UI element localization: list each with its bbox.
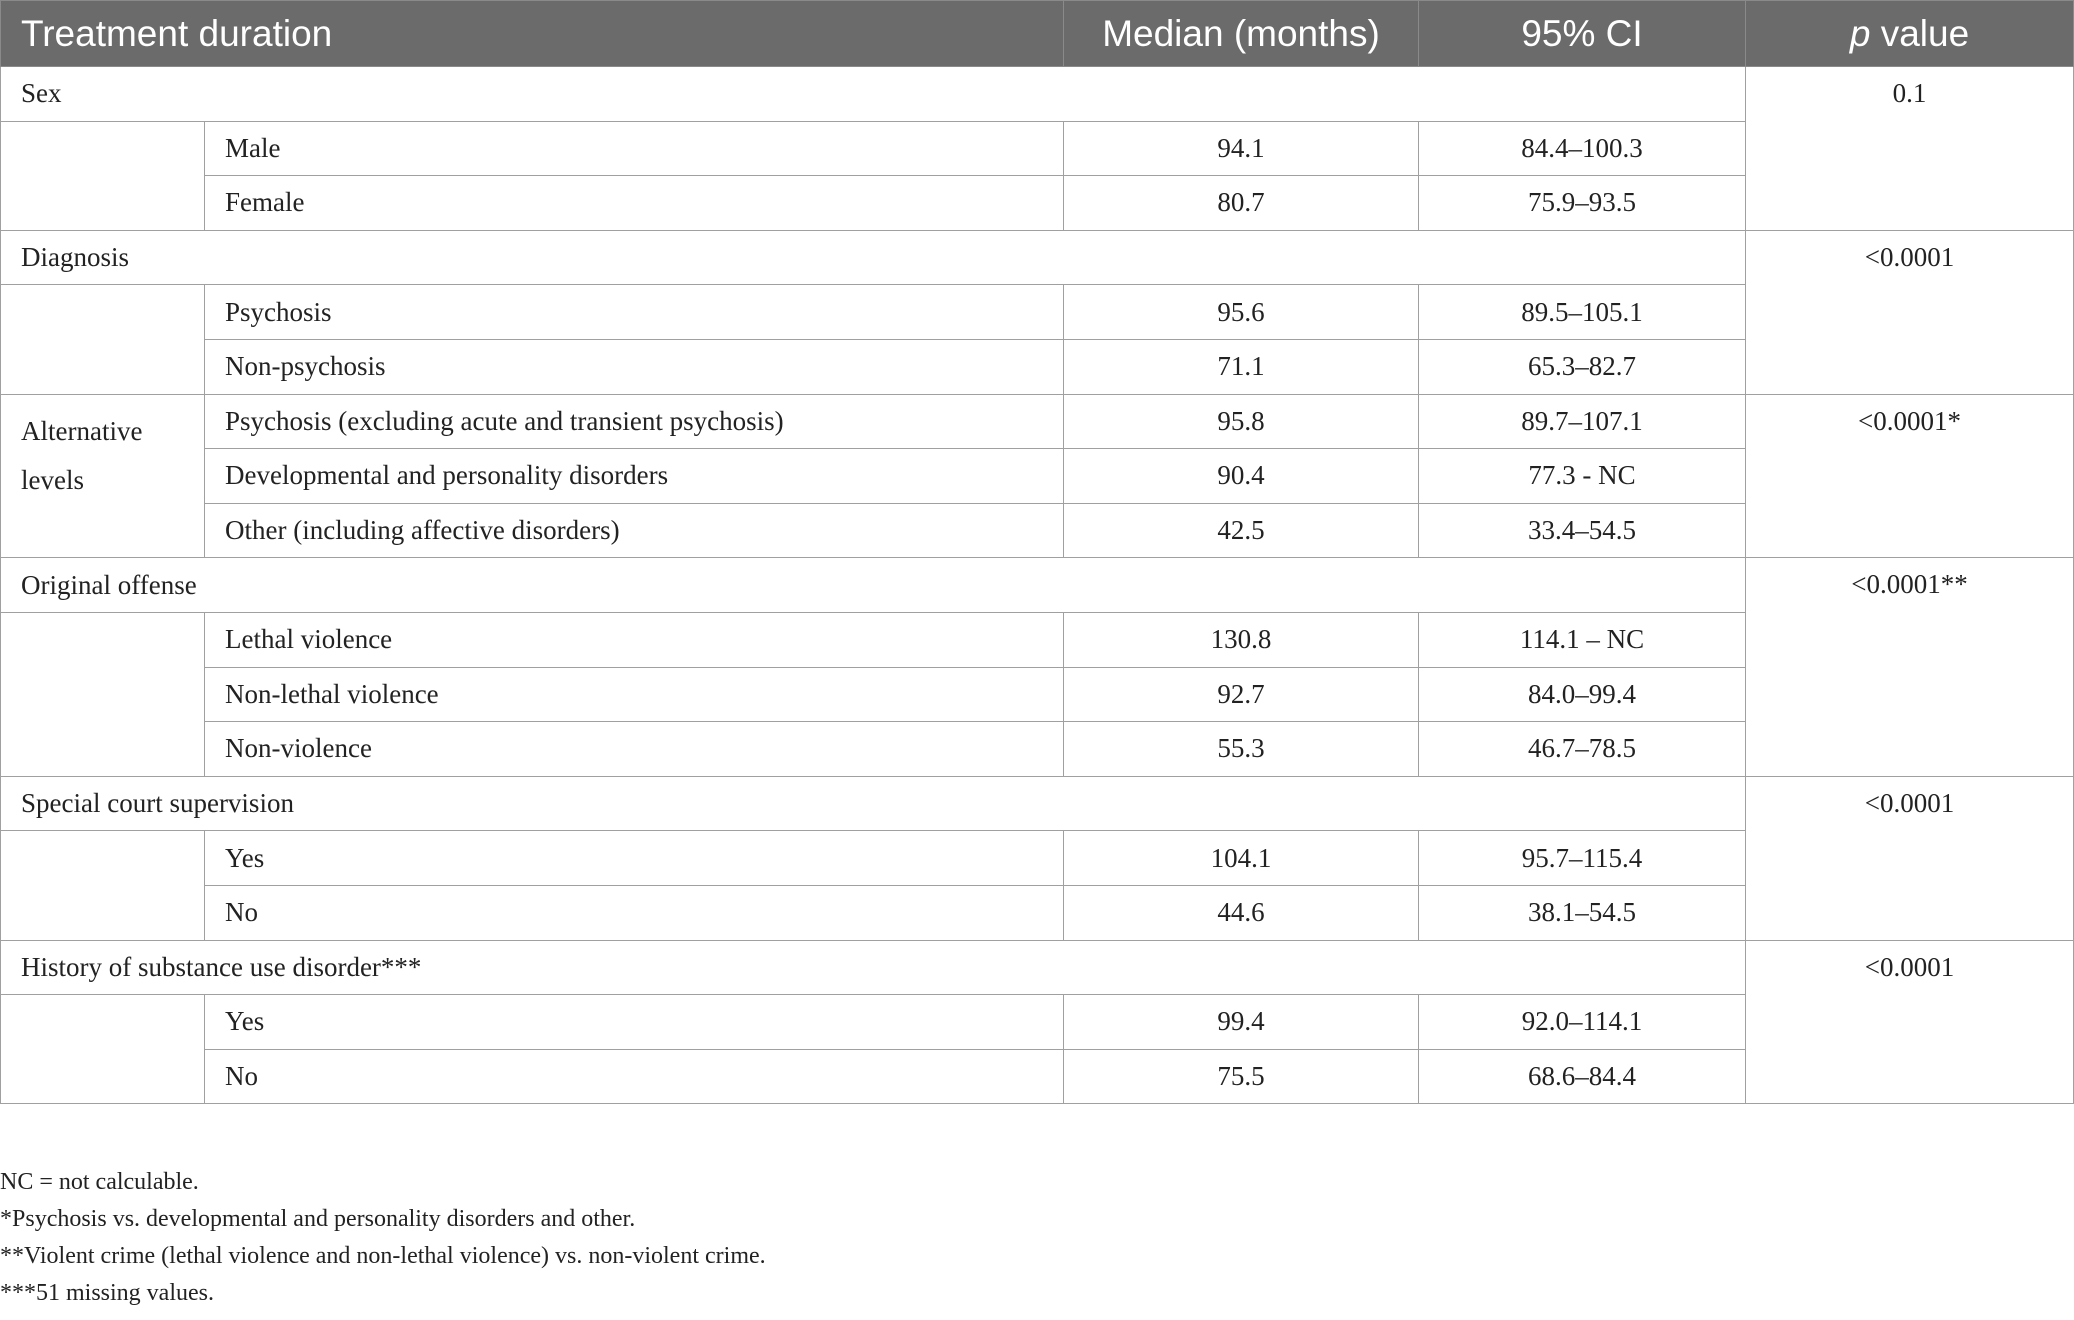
ci-value: 92.0–114.1 (1419, 995, 1746, 1050)
ci-value: 95.7–115.4 (1419, 831, 1746, 886)
row-label: Non-violence (205, 722, 1064, 777)
group-label: Original offense (1, 558, 1746, 613)
median-value: 42.5 (1064, 503, 1419, 558)
row-label: No (205, 885, 1064, 940)
indent-cell (1, 612, 205, 776)
row-label: Other (including affective disorders) (205, 503, 1064, 558)
p-value: <0.0001** (1746, 558, 2074, 776)
table-row (1, 394, 2074, 449)
group-label: Diagnosis (1, 230, 1746, 285)
group-label: History of substance use disorder*** (1, 940, 1746, 995)
median-value: 94.1 (1064, 121, 1419, 176)
footnote: **Violent crime (lethal violence and non-lethal violence) vs. non-violent crime. (0, 1243, 766, 1269)
median-value: 80.7 (1064, 176, 1419, 231)
ci-value: 77.3 - NC (1419, 449, 1746, 504)
median-value: 71.1 (1064, 339, 1419, 394)
footnote: *Psychosis vs. developmental and personality disorders and other. (0, 1206, 636, 1232)
footnote: ***51 missing values. (0, 1280, 214, 1306)
median-value: 75.5 (1064, 1049, 1419, 1104)
median-value: 95.6 (1064, 285, 1419, 340)
ci-value: 33.4–54.5 (1419, 503, 1746, 558)
row-label: Non-lethal violence (205, 667, 1064, 722)
indent-cell (1, 285, 205, 394)
p-value: <0.0001 (1746, 230, 2074, 394)
ci-value: 65.3–82.7 (1419, 339, 1746, 394)
ci-value: 46.7–78.5 (1419, 722, 1746, 777)
group-label-alternative-levels: Alternative levels (1, 394, 205, 558)
median-value: 104.1 (1064, 831, 1419, 886)
median-value: 99.4 (1064, 995, 1419, 1050)
group-row-offense (1, 558, 2074, 613)
footnotes (0, 1164, 766, 1312)
row-label: No (205, 1049, 1064, 1104)
ci-value: 75.9–93.5 (1419, 176, 1746, 231)
ci-value: 89.7–107.1 (1419, 394, 1746, 449)
median-value: 130.8 (1064, 612, 1419, 667)
median-value: 92.7 (1064, 667, 1419, 722)
header-median: Median (months) (1064, 1, 1419, 67)
row-label: Developmental and personality disorders (205, 449, 1064, 504)
ci-value: 89.5–105.1 (1419, 285, 1746, 340)
header-ci: 95% CI (1419, 1, 1746, 67)
row-label: Non-psychosis (205, 339, 1064, 394)
ci-value: 68.6–84.4 (1419, 1049, 1746, 1104)
p-value: <0.0001* (1746, 394, 2074, 558)
median-value: 90.4 (1064, 449, 1419, 504)
p-value: <0.0001 (1746, 940, 2074, 1104)
header-treatment-duration: Treatment duration (1, 1, 1064, 67)
group-row-sex (1, 67, 2074, 122)
header-p-italic: p (1849, 12, 1871, 54)
p-value: <0.0001 (1746, 776, 2074, 940)
group-label: Sex (1, 67, 1746, 122)
p-value: 0.1 (1746, 67, 2074, 231)
group-label: Special court supervision (1, 776, 1746, 831)
header-row (1, 1, 2074, 67)
median-value: 55.3 (1064, 722, 1419, 777)
indent-cell (1, 121, 205, 230)
median-value: 95.8 (1064, 394, 1419, 449)
footnote: NC = not calculable. (0, 1169, 199, 1195)
row-label: Lethal violence (205, 612, 1064, 667)
row-label: Female (205, 176, 1064, 231)
ci-value: 114.1 – NC (1419, 612, 1746, 667)
row-label: Yes (205, 995, 1064, 1050)
ci-value: 84.0–99.4 (1419, 667, 1746, 722)
median-value: 44.6 (1064, 885, 1419, 940)
indent-cell (1, 995, 205, 1104)
ci-value: 38.1–54.5 (1419, 885, 1746, 940)
row-label: Yes (205, 831, 1064, 886)
indent-cell (1, 831, 205, 940)
group-row-diagnosis (1, 230, 2074, 285)
group-row-substance (1, 940, 2074, 995)
row-label: Male (205, 121, 1064, 176)
row-label: Psychosis (excluding acute and transient psychosis) (205, 394, 1064, 449)
ci-value: 84.4–100.3 (1419, 121, 1746, 176)
header-p-value (1746, 1, 2074, 67)
group-row-court (1, 776, 2074, 831)
row-label: Psychosis (205, 285, 1064, 340)
header-p-rest: value (1870, 12, 1970, 54)
